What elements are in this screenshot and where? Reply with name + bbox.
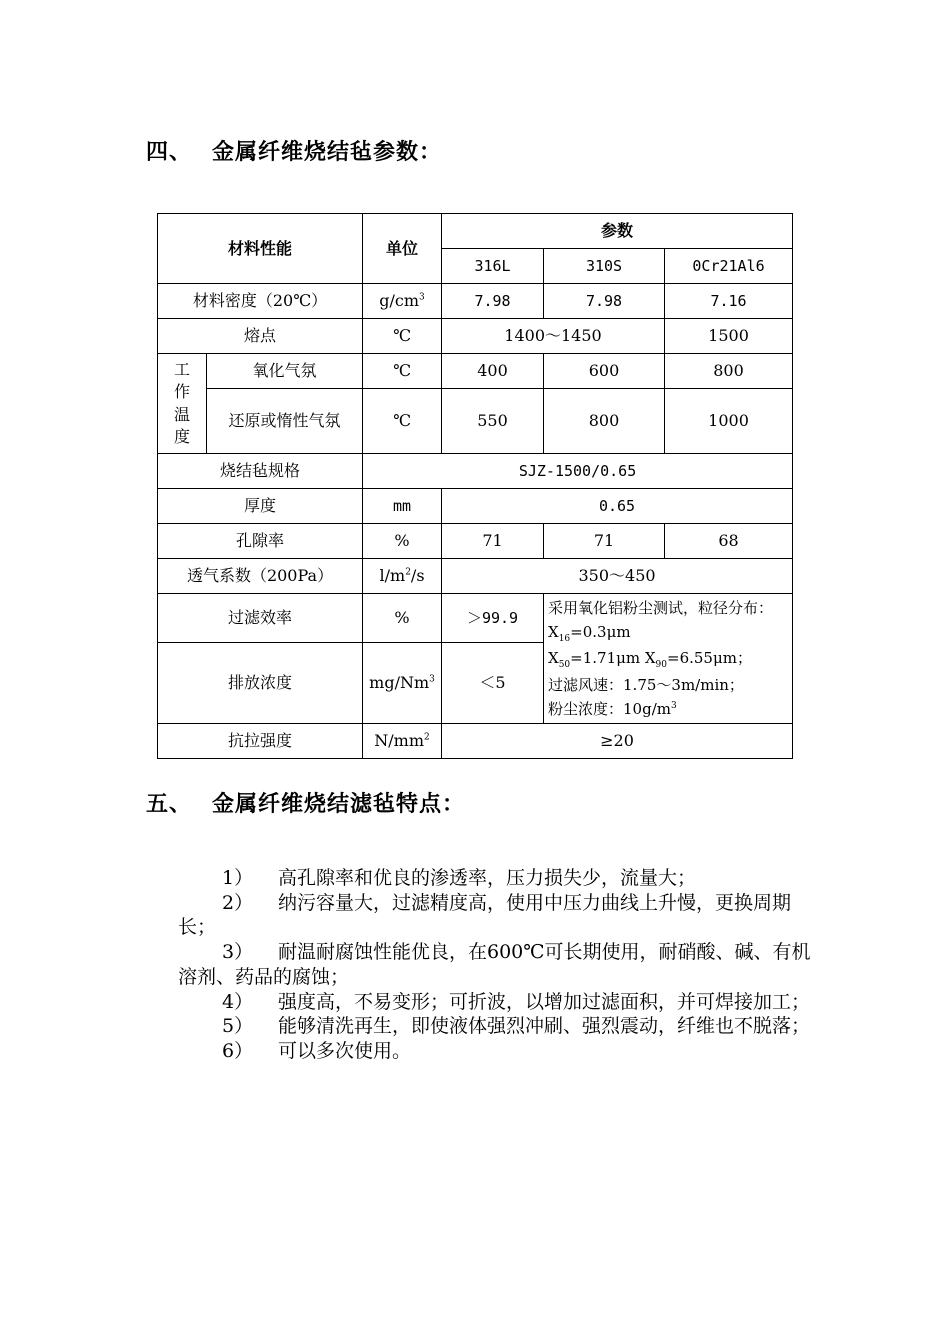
grade-0cr21al6: 0Cr21Al6 <box>665 249 793 284</box>
section-4-heading <box>146 135 442 166</box>
permeability-label: 透气系数（200Pa） <box>158 559 363 594</box>
porosity-value: 71 <box>544 524 665 559</box>
reducing-unit: ℃ <box>363 389 442 454</box>
density-value: 7.16 <box>665 284 793 319</box>
oxidizing-unit: ℃ <box>363 354 442 389</box>
porosity-unit: % <box>363 524 442 559</box>
efficiency-label: 过滤效率 <box>158 594 363 643</box>
emission-unit: mg/Nm$^3$ <box>363 642 442 723</box>
emission-label: 排放浓度 <box>158 642 363 723</box>
section-4-title: 金属纤维烧结毡参数： <box>212 140 443 165</box>
density-unit: $g/cm^3$ <box>363 284 442 319</box>
permeability-value: 350～450 <box>442 559 793 594</box>
permeability-unit: $l/m^2/s$ <box>363 559 442 594</box>
section-4-number: 四、 <box>146 140 193 165</box>
melting-value-fecral: 1500 <box>665 319 793 354</box>
test-conditions-note: 采用氧化铝粉尘测试，粒径分布：$X_{16}=0.3\mu m$ $X_{50}=1.71\mu m$ $X_{90}=6.55\mu m$； 过滤风速：1.75～3m/min； 粉尘浓度：$10g/m^3$ <box>544 594 793 724</box>
oxidizing-value: 800 <box>665 354 793 389</box>
density-value: 7.98 <box>442 284 544 319</box>
table-row <box>158 559 793 594</box>
table-row <box>158 454 793 489</box>
porosity-label: 孔隙率 <box>158 524 363 559</box>
oxidizing-value: 600 <box>544 354 665 389</box>
header-params: 参数 <box>442 214 793 249</box>
thickness-label: 厚度 <box>158 489 363 524</box>
section-5-number: 五、 <box>146 792 193 817</box>
tensile-label: 抗拉强度 <box>158 723 363 758</box>
tensile-value: ≥20 <box>442 723 793 758</box>
density-value: 7.98 <box>544 284 665 319</box>
table-row <box>158 389 793 454</box>
efficiency-unit: % <box>363 594 442 643</box>
table-row <box>158 489 793 524</box>
spec-label: 烧结毡规格 <box>158 454 363 489</box>
parameters-table <box>157 213 793 759</box>
list-item: 4） 强度高，不易变形；可折波，以增加过滤面积，并可焊接加工； <box>222 990 811 1013</box>
table-row <box>158 723 793 758</box>
reducing-value: 1000 <box>665 389 793 454</box>
header-property: 材料性能 <box>158 214 363 284</box>
header-unit: 单位 <box>363 214 442 284</box>
oxidizing-value: 400 <box>442 354 544 389</box>
table-header-row <box>158 214 793 249</box>
list-item: 6） 可以多次使用。 <box>222 1039 412 1062</box>
thickness-unit: mm <box>363 489 442 524</box>
table-row <box>158 594 793 643</box>
oxidizing-label: 氧化气氛 <box>207 354 363 389</box>
porosity-value: 71 <box>442 524 544 559</box>
reducing-label: 还原或惰性气氛 <box>207 389 363 454</box>
thickness-value: 0.65 <box>442 489 793 524</box>
list-item: 1） 高孔隙率和优良的渗透率，压力损失少，流量大； <box>222 867 697 889</box>
work-temp-group-label: 工 作 温 度 <box>158 354 207 454</box>
list-item: 3） 耐温耐腐蚀性能优良，在600℃可长期使用，耐硝酸、碱、有机溶剂、药品的腐蚀； <box>178 941 811 988</box>
grade-310s: 310S <box>544 249 665 284</box>
table-row <box>158 524 793 559</box>
melting-label: 熔点 <box>158 319 363 354</box>
table-row <box>158 319 793 354</box>
melting-value-ss: 1400～1450 <box>442 319 665 354</box>
melting-unit: ℃ <box>363 319 442 354</box>
table-row <box>158 354 793 389</box>
tensile-unit: $N/mm^2$ <box>363 723 442 758</box>
section-5-title: 金属纤维烧结滤毡特点： <box>212 792 466 817</box>
features-list <box>178 866 823 1064</box>
emission-value: ＜5 <box>442 642 544 723</box>
efficiency-value: ＞99.9 <box>442 594 544 643</box>
list-item: 2） 纳污容量大，过滤精度高，使用中压力曲线上升慢，更换周期长； <box>178 891 792 939</box>
reducing-value: 800 <box>544 389 665 454</box>
density-label: 材料密度（20℃） <box>158 284 363 319</box>
spec-value: SJZ-1500/0.65 <box>363 454 793 489</box>
list-item: 5） 能够清洗再生，即使液体强烈冲刷、强烈震动，纤维也不脱落； <box>222 1015 811 1038</box>
porosity-value: 68 <box>665 524 793 559</box>
table-row <box>158 284 793 319</box>
reducing-value: 550 <box>442 389 544 454</box>
grade-316l: 316L <box>442 249 544 284</box>
section-5-heading <box>146 787 465 818</box>
